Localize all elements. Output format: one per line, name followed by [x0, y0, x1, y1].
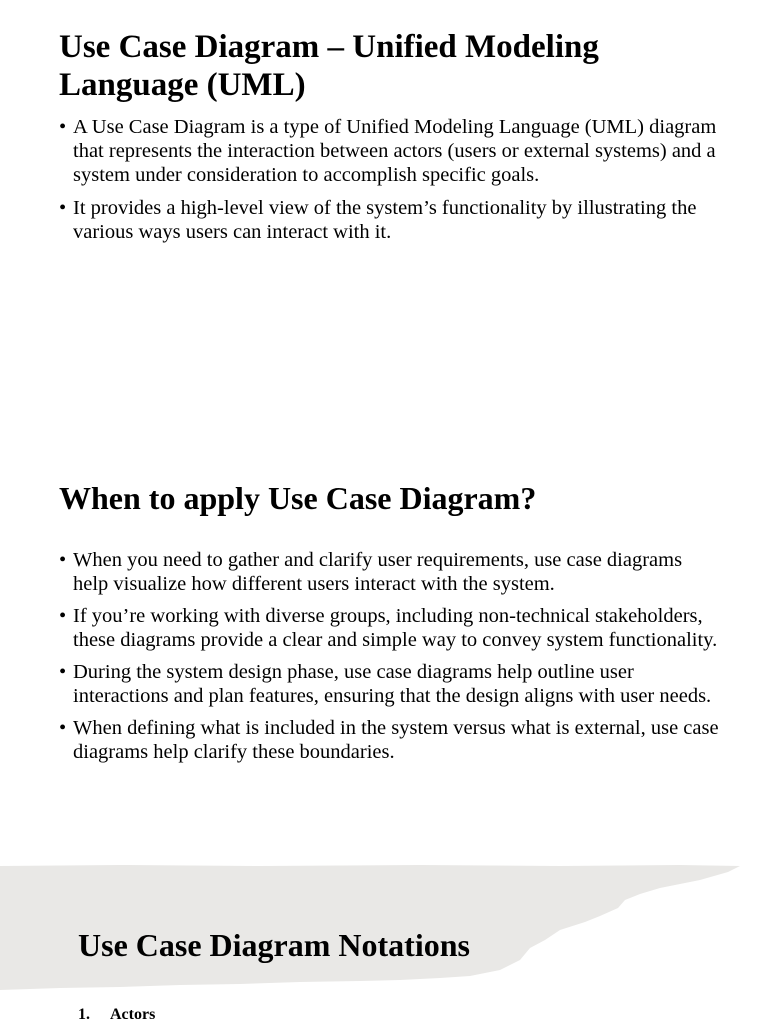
bullet-text: When defining what is included in the system versus what is external, use case diagrams help clarify these boundaries.: [73, 717, 719, 763]
bullet-marker: •: [59, 661, 67, 683]
list-item: [59, 716, 719, 764]
bullet-marker: •: [59, 717, 67, 739]
bullet-marker: •: [59, 549, 67, 571]
intro-bullet-list: [59, 115, 719, 244]
bullet-text: During the system design phase, use case diagrams help outline user interactions and plan features, ensuring that the design aligns with user needs.: [73, 661, 712, 707]
list-item: [59, 660, 719, 708]
notations-numbered-list: [78, 1005, 155, 1024]
list-item: [59, 548, 719, 596]
bullet-text: It provides a high-level view of the system’s functionality by illustrating the various ways users can interact with it.: [73, 197, 697, 243]
bullet-text: When you need to gather and clarify user requirements, use case diagrams help visualize how different users interact with the system.: [73, 549, 683, 595]
list-item: [78, 1005, 155, 1024]
bullet-text: If you’re working with diverse groups, including non-technical stakeholders, these diagrams provide a clear and simple way to convey system functionality.: [73, 605, 718, 651]
bullet-text: A Use Case Diagram is a type of Unified Modeling Language (UML) diagram that represents the interaction between actors (users or external systems) and a system under consideration to accomplish specific goals.: [73, 116, 717, 186]
section-heading: When to apply Use Case Diagram?: [59, 480, 537, 516]
page-title: Use Case Diagram – Unified Modeling Language (UML): [59, 29, 599, 103]
list-item: [59, 604, 719, 652]
section-heading: Use Case Diagram Notations: [78, 927, 470, 963]
notations-section: [78, 926, 718, 964]
bullet-marker: •: [59, 116, 67, 138]
bullet-marker: •: [59, 197, 67, 219]
when-to-apply-section: [59, 479, 719, 772]
intro-section: [59, 28, 719, 253]
list-number: 1.: [78, 1006, 90, 1023]
bullet-marker: •: [59, 605, 67, 627]
list-item: [59, 196, 719, 244]
when-to-apply-bullet-list: [59, 548, 719, 764]
list-item: [59, 115, 719, 187]
list-item-label: Actors: [110, 1006, 156, 1023]
